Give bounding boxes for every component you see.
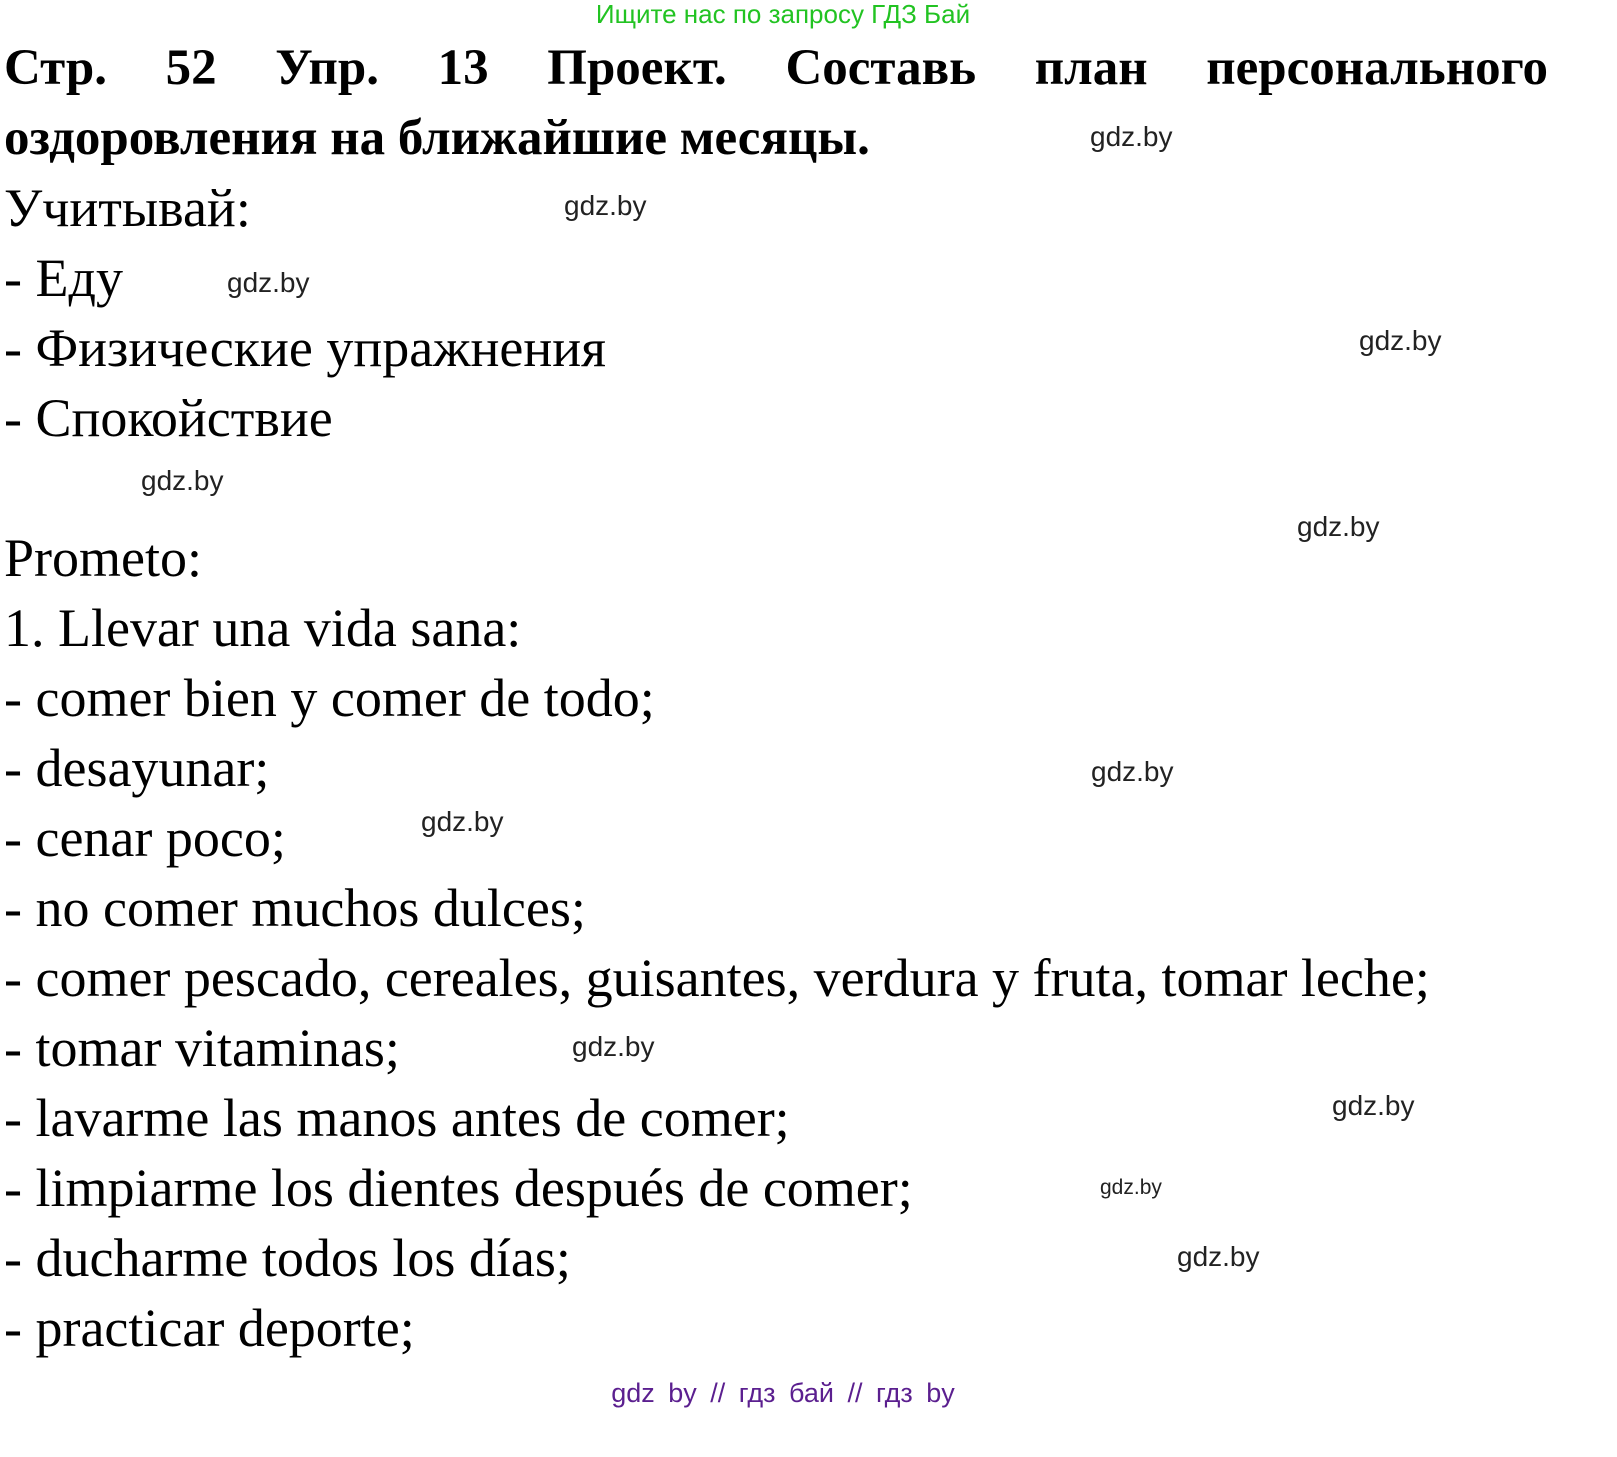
exercise-title-line-2 [4,103,1548,173]
project-item: - tomar vitaminas; [4,1018,400,1078]
watermark: gdz.by [1090,121,1173,152]
project-item: - ducharme todos los días; [4,1228,571,1288]
project-item: - limpiarme los dientes después de comer; [4,1158,913,1218]
exercise-title-line-1: Стр. 52 Упр. 13 Проект. Составь план персонального [4,40,1548,96]
watermark: gdz.by [1359,325,1442,356]
watermark: gdz.by [1177,1241,1260,1272]
consider-label: Учитывай: [4,178,251,238]
project-item: - comer bien y comer de todo; [4,668,655,728]
footer-links: gdz by // гдз бай // гдз by [611,1378,955,1408]
consider-item: - Еду [4,248,123,308]
consider-item: - Физические упражнения [4,318,606,378]
project-item: - desayunar; [4,738,270,798]
watermark: gdz.by [1297,511,1380,542]
project-item: - lavarme las manos antes de comer; [4,1088,790,1148]
project-heading: 1. Llevar una vida sana: [4,598,522,658]
watermark: gdz.by [141,465,224,496]
watermark: gdz.by [1100,1176,1162,1199]
watermark: gdz.by [1091,756,1174,787]
project-item: - cenar poco; [4,808,286,868]
consider-item: - Спокойствие [4,388,333,448]
project-label: Prometo: [4,528,202,588]
exercise-title-text: оздоровления на ближайшие месяцы. [4,110,870,166]
watermark: gdz.by [421,806,504,837]
project-item: - practicar deporte; [4,1298,415,1358]
watermark: gdz.by [1332,1090,1415,1121]
project-item: - no comer muchos dulces; [4,878,586,938]
watermark: gdz.by [572,1031,655,1062]
watermark: gdz.by [227,267,310,298]
search-hint-banner: Ищите нас по запросу ГДЗ Бай [595,0,971,29]
project-item: - comer pescado, cereales, guisantes, verdura y fruta, tomar leche; [4,948,1430,1008]
watermark: gdz.by [564,190,647,221]
